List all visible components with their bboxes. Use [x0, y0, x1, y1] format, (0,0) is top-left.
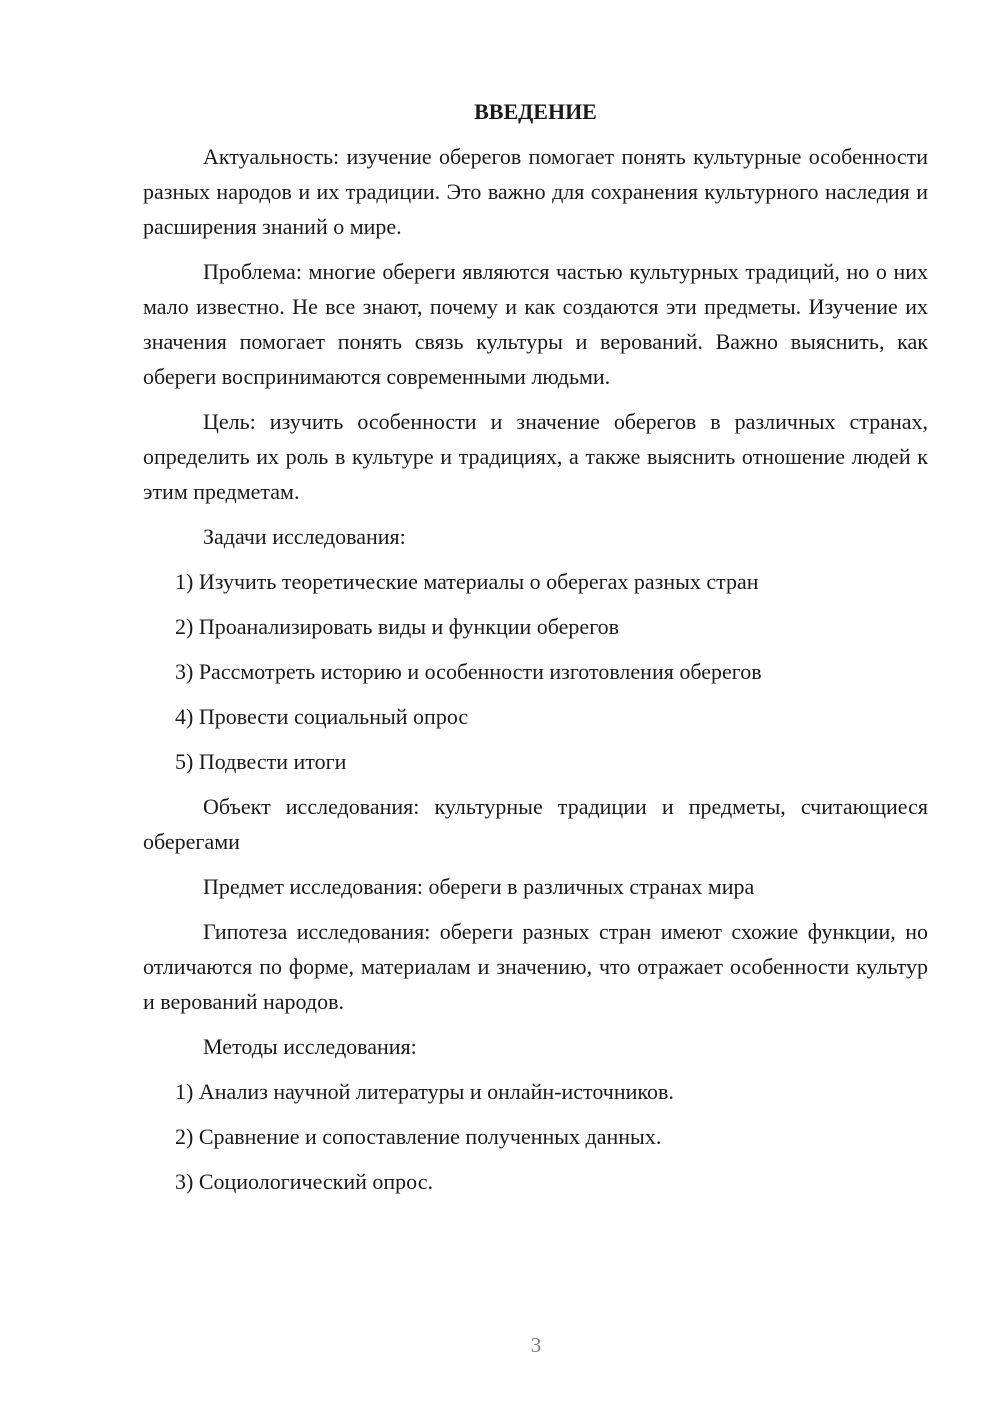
methods-list: [143, 1074, 928, 1199]
page-title: ВВЕДЕНИЕ: [474, 99, 597, 124]
task-item: 3) Рассмотреть историю и особенности изготовления оберегов: [175, 659, 762, 684]
task-item: 1) Изучить теоретические материалы о оберегах разных стран: [175, 569, 759, 594]
methods-heading: Методы исследования:: [203, 1034, 417, 1059]
subject-paragraph: Предмет исследования: обереги в различных странах мира: [203, 874, 755, 899]
task-item: 2) Проанализировать виды и функции оберегов: [175, 614, 620, 639]
goal-paragraph: Цель: изучить особенности и значение оберегов в различных странах, определить их роль в культуре и традициях, а также выяснить отношение людей к этим предметам.: [143, 409, 928, 504]
object-paragraph: Объект исследования: культурные традиции и предметы, считающиеся оберегами: [143, 794, 928, 854]
method-item: 2) Сравнение и сопоставление полученных данных.: [175, 1124, 662, 1149]
task-item: 4) Провести социальный опрос: [175, 704, 469, 729]
page-number: 3: [530, 1333, 542, 1357]
tasks-heading: Задачи исследования:: [203, 524, 406, 549]
problem-paragraph: Проблема: многие обереги являются частью культурных традиций, но о них мало известно. Не все знают, почему и как создаются эти предметы. Изучение их значения помогает понять связь культуры и верований. Важно выяснить, как обереги воспринимаются современными людьми.: [143, 259, 928, 389]
document-body: [143, 94, 928, 1209]
tasks-list: [143, 564, 928, 779]
relevance-paragraph: Актуальность: изучение оберегов помогает понять культурные особенности разных народов и их традиции. Это важно для сохранения культурного наследия и расширения знаний о мире.: [143, 144, 928, 239]
task-item: 5) Подвести итоги: [175, 749, 347, 774]
method-item: 3) Социологический опрос.: [175, 1169, 433, 1194]
method-item: 1) Анализ научной литературы и онлайн-источников.: [175, 1079, 674, 1104]
hypothesis-paragraph: Гипотеза исследования: обереги разных стран имеют схожие функции, но отличаются по форме, материалам и значению, что отражает особенности культур и верований народов.: [143, 919, 928, 1014]
